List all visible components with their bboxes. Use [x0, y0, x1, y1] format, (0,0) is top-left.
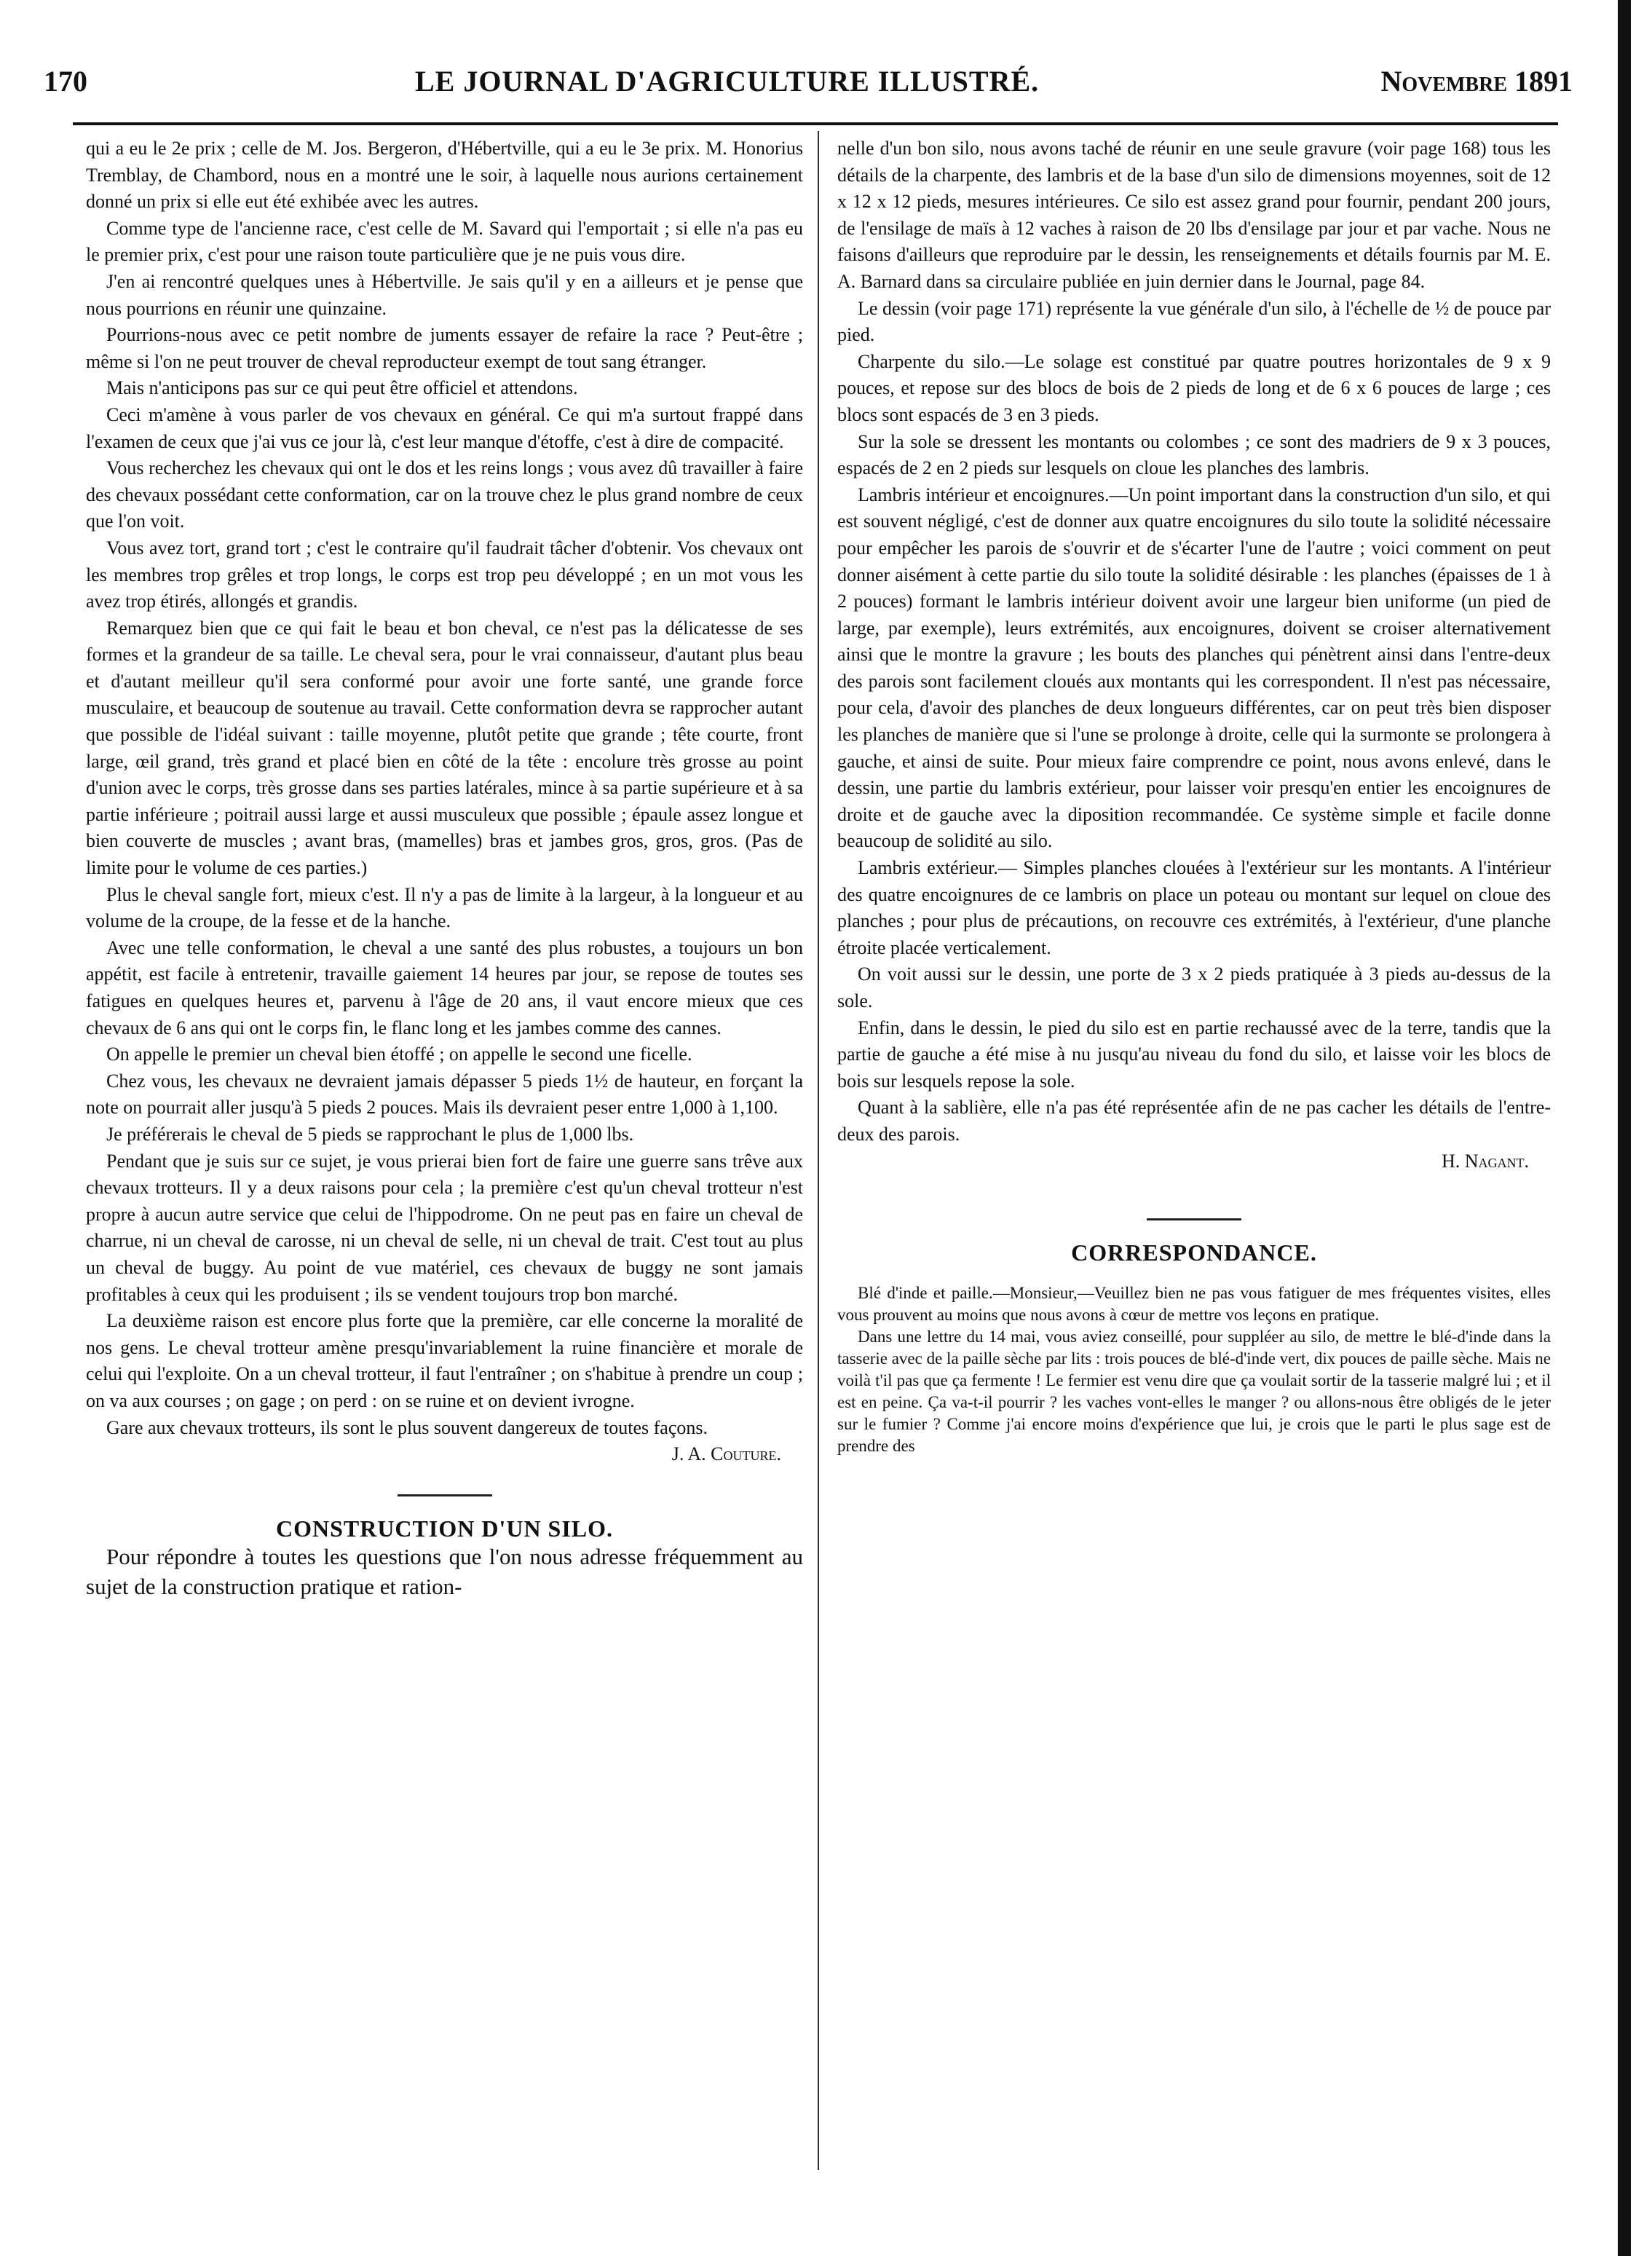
left-column: [86, 135, 803, 2196]
paragraph: Blé d'inde et paille.—Monsieur,—Veuillez bien ne pas vous fatiguer de mes fréquentes visites, elles vous prouvent au moins que nous avons à cœur de mettre vos leçons en pratique.: [837, 1283, 1551, 1324]
page-edge-bar: [1618, 0, 1631, 2256]
paragraph: Plus le cheval sangle fort, mieux c'est. Il n'y a pas de limite à la largeur, à la longueur et au volume de la croupe, de la fesse et de la hanche.: [86, 883, 803, 932]
issue-date: Novembre 1891: [1380, 65, 1573, 98]
paragraph: Ceci m'amène à vous parler de vos chevaux en général. Ce qui m'a surtout frappé dans l'examen de ceux que j'ai vus ce jour là, c'est leur manque d'étoffe, c'est à dire de compacité.: [86, 403, 803, 452]
silo-heading: CONSTRUCTION D'UN SILO.: [275, 1515, 614, 1542]
paragraph: Sur la sole se dressent les montants ou colombes ; ce sont des madriers de 9 x 3 pouces, espacés de 2 en 2 pieds sur lesquels on cloue les planches des lambris.: [837, 430, 1551, 479]
paragraph: Avec une telle conformation, le cheval a une santé des plus robustes, a toujours un bon appétit, est facile à entretenir, travaille gaiement 14 heures par jour, se repose de toutes ses fatigues en quelques heures et, parvenu à l'âge de 20 ans, il vaut encore mieux que ces chevaux de 6 ans qui ont le corps fin, le flanc long et les jambes comme des cannes.: [86, 936, 803, 1038]
paragraph: qui a eu le 2e prix ; celle de M. Jos. Bergeron, d'Hébertville, qui a eu le 3e prix. M. Honorius Tremblay, de Chambord, nous en a montré une le soir, à laquelle nous aurions certainement donné un prix si elle eut été exhibée avec les autres.: [86, 138, 803, 213]
paragraph: On appelle le premier un cheval bien étoffé ; on appelle le second une ficelle.: [106, 1044, 692, 1065]
paragraph: Pour répondre à toutes les questions que l'on nous adresse fréquemment au sujet de la construction pratique et ration-: [86, 1544, 803, 1600]
section-separator: [398, 1494, 492, 1496]
paragraph: Dans une lettre du 14 mai, vous aviez conseillé, pour suppléer au silo, de mettre le blé-d'inde dans la tasserie avec de la paille sèche par lits : trois pouces de blé-d'inde vert, dix pouces de paille sèche. Mais ne voilà t'il pas que ça fermente ! Le fermier est venu dire que ça voulait sortir de la tasserie malgré lui ; et il est en peine. Ça va-t-il pourrir ? les vaches vont-elles le manger ? ou allons-nous être obligés de le jeter sur le fumier ? Comme j'ai encore moins d'expérience que lui, je crois que le parti le plus sage est de prendre des: [837, 1327, 1551, 1455]
paragraph: Vous recherchez les chevaux qui ont le dos et les reins longs ; vous avez dû travailler à faire des chevaux possédant cette conformation, car on la trouve chez le plus grand nombre de ceux que l'on voit.: [86, 457, 803, 532]
paragraph: Quant à la sablière, elle n'a pas été représentée afin de ne pas cacher les détails de l'entre-deux des parois.: [837, 1097, 1551, 1145]
paragraph: Enfin, dans le dessin, le pied du silo est en partie rechaussé avec de la terre, tandis que la partie de gauche a été mise à nu jusqu'au niveau du fond du silo, et laisse voir les blocs de bois sur lesquels repose la sole.: [837, 1017, 1551, 1092]
paragraph: On voit aussi sur le dessin, une porte de 3 x 2 pieds pratiquée à 3 pieds au-dessus de la sole.: [837, 963, 1551, 1011]
paragraph: Lambris extérieur.— Simples planches clouées à l'extérieur sur les montants. A l'intérieur des quatre encoignures de ce lambris on place un poteau ou montant sur lequel on cloue des planches ; pour plus de précautions, on recouvre ces extrémités, à l'extérieur, d'une planche étroite placée verticalement.: [837, 857, 1551, 958]
paragraph: Mais n'anticipons pas sur ce qui peut être officiel et attendons.: [106, 377, 578, 399]
paragraph: Vous avez tort, grand tort ; c'est le contraire qu'il faudrait tâcher d'obtenir. Vos chevaux ont les membres trop grêles et trop longs, le corps est trop peu développé ; en un mot vous les avez trop étirés, allongés et grandis.: [86, 537, 803, 612]
correspondance-heading: CORRESPONDANCE.: [1071, 1239, 1317, 1266]
author-signature: H. Nagant.: [1441, 1150, 1529, 1172]
silo-intro: [86, 1542, 803, 1601]
paragraph: Pendant que je suis sur ce sujet, je vous prierai bien fort de faire une guerre sans trêve aux chevaux trotteurs. Il y a deux raisons pour cela ; la première c'est qu'un cheval trotteur n'est propre à aucun autre service que celui de l'hippodrome. On ne peut pas en faire un cheval de charrue, ni un cheval de carosse, ni un cheval de selle, ni un cheval de trait. C'est tout au plus un cheval de buggy. Au point de vue matériel, ces chevaux de buggy ne sont jamais profitables à ceux qui les produisent ; ils se vendent toujours trop bon marché.: [86, 1150, 803, 1305]
paragraph: Le dessin (voir page 171) représente la vue générale d'un silo, à l'échelle de ½ de pouce par pied.: [837, 297, 1551, 346]
paragraph: Charpente du silo.—Le solage est constitué par quatre poutres horizontales de 9 x 9 pouces, et repose sur des blocs de bois de 2 pieds de long et de 6 x 6 pouces de large ; ces blocs sont espacés de 3 en 3 pieds.: [837, 350, 1551, 425]
paragraph: La deuxième raison est encore plus forte que la première, car elle concerne la moralité de nos gens. Le cheval trotteur amène presqu'invariablement la ruine financière et morale de celui qui l'exploite. On a un cheval trotteur, il faut l'entraîner ; on s'habitue à prendre un coup ; on va aux courses ; on gage ; on perd : on se ruine et on devient ivrogne.: [86, 1310, 803, 1411]
paragraph: J'en ai rencontré quelques unes à Hébertville. Je sais qu'il y en a ailleurs et je pense que nous pourrions en réunir une quinzaine.: [86, 270, 803, 319]
paragraph: Lambris intérieur et encoignures.—Un point important dans la construction d'un silo, et qui est souvent négligé, c'est de donner aux quatre encoignures du silo toute la solidité nécessaire pour empêcher les parois de s'ouvrir et de s'écarter l'une de l'autre ; voici comment on peut donner aisément à cette partie du silo toute la solidité désirable : les planches (épaisses de 1 à 2 pouces) formant le lambris intérieur doivent avoir une largeur bien uniforme (un pied de large, par exemple), leurs extrémités, aux encoignures, doivent se croiser alternativement ainsi que le montre la gravure ; les bouts des planches qui pénètrent ainsi dans l'entre-deux des parois sont facilement cloués aux montants qui les correspondent. Il n'est pas nécessaire, pour cela, d'avoir des planches de deux longueurs différentes, car on peut très bien disposer les planches de manière que si l'une se prolonge à droite, celle qui la surmonte se prolongera à gauche, et ainsi de suite. Pour mieux faire comprendre ce point, nous avons enlevé, dans le dessin, une partie du lambris extérieur, pour laisser voir presqu'en entier les encoignures de droite et de gauche avec la diposition recommandée. Ce système simple et facile donne beaucoup de solidité au silo.: [837, 484, 1551, 852]
paragraph: nelle d'un bon silo, nous avons taché de réunir en une seule gravure (voir page 168) tous les détails de la charpente, des lambris et de la base d'un silo de dimensions moyennes, soit de 12 x 12 x 12 pieds, mesures intérieures. Ce silo est assez grand pour fournir, pendant 200 jours, de l'ensilage de maïs à 12 vaches à raison de 20 lbs d'ensilage par jour et par vache. Nous ne faisons d'ailleurs que reproduire par le dessin, les renseignements et détails fournis par M. E. A. Barnard dans sa circulaire publiée en juin dernier dans le Journal, page 84.: [837, 138, 1551, 292]
right-column: [837, 135, 1551, 2196]
column-divider: [818, 131, 819, 2170]
correspondance-body: [837, 1282, 1551, 1457]
paragraph: Pourrions-nous avec ce petit nombre de juments essayer de refaire la race ? Peut-être ; même si l'on ne peut trouver de cheval reproducteur exempt de tout sang étranger.: [86, 324, 803, 372]
paragraph: Chez vous, les chevaux ne devraient jamais dépasser 5 pieds 1½ de hauteur, en forçant la note on pourrait aller jusqu'à 5 pieds 2 pouces. Mais ils devraient peser entre 1,000 à 1,100.: [86, 1070, 803, 1119]
page-number: 170: [44, 65, 87, 98]
journal-title: LE JOURNAL D'AGRICULTURE ILLUSTRÉ.: [415, 65, 1040, 98]
section-separator: [1147, 1218, 1241, 1220]
page-header: [44, 64, 1573, 108]
paragraph: Comme type de l'ancienne race, c'est celle de M. Savard qui l'emportait ; si elle n'a pas eu le premier prix, c'est pour une raison toute particulière que je ne puis vous dire.: [86, 217, 803, 266]
header-rule: [73, 122, 1558, 125]
paragraph: Gare aux chevaux trotteurs, ils sont le plus souvent dangereux de toutes façons.: [106, 1416, 708, 1438]
paragraph: Je préférerais le cheval de 5 pieds se rapprochant le plus de 1,000 lbs.: [106, 1123, 634, 1145]
author-signature: J. A. Couture.: [671, 1443, 781, 1465]
paragraph: Remarquez bien que ce qui fait le beau et bon cheval, ce n'est pas la délicatesse de ses formes et la grandeur de sa taille. Le cheval sera, pour le vrai connaisseur, d'autant plus beau et d'autant meilleur qu'il sera conformé pour avoir une forte santé, une grande force musculaire, et beaucoup de soutenue au travail. Cette conformation devra se rapprocher autant que possible de l'idéal suivant : taille moyenne, plutôt petite que grande ; tête courte, front large, œil grand, très grand et placé bien en côté de la tête : encolure très grosse au point d'union avec le corps, très grosse dans ses parties latérales, mince à sa partie supérieure et à sa partie inférieure ; poitrail aussi large et aussi musculeux que possible ; épaule assez longue et bien couverte de muscles ; avant bras, (mamelles) bras et jambes gros, gros, gros. (Pas de limite pour le volume de ces parties.): [86, 617, 803, 879]
